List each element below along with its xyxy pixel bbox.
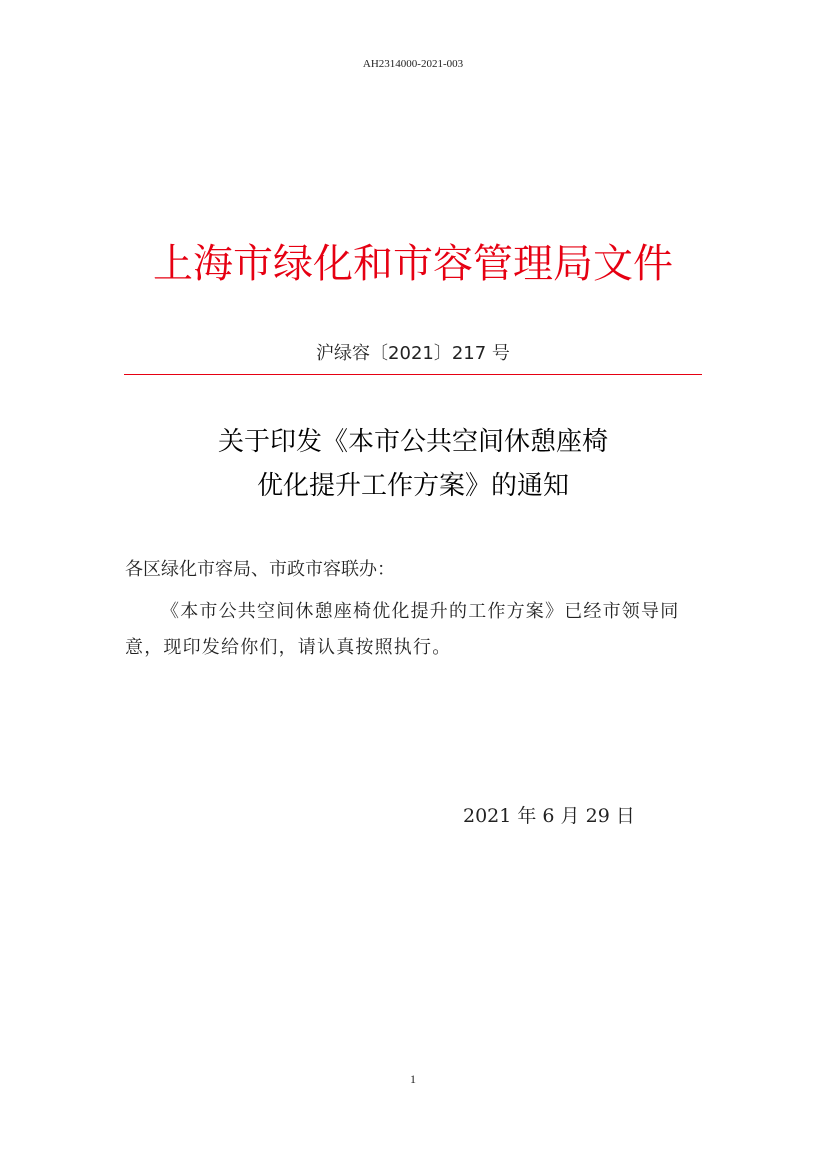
notice-title — [0, 420, 826, 508]
red-separator-line — [124, 374, 702, 375]
body-paragraph: 《本市公共空间休憩座椅优化提升的工作方案》已经市领导同意，现印发给你们，请认真按照执行。 — [125, 601, 680, 658]
notice-title-line-1: 关于印发《本市公共空间休憩座椅 — [217, 427, 608, 457]
notice-title-line-2: 优化提升工作方案》的通知 — [256, 471, 569, 501]
issuer-title: 上海市绿化和市容管理局文件 — [153, 241, 673, 287]
addressee: 各区绿化市容局、市政市容联办： — [125, 559, 395, 580]
issue-date: 2021 年 6 月 29 日 — [463, 805, 635, 827]
document-code: AH2314000-2021-003 — [362, 58, 464, 70]
page-number: 1 — [410, 1072, 416, 1086]
document-number: 沪绿容〔2021〕217 号 — [316, 343, 510, 364]
